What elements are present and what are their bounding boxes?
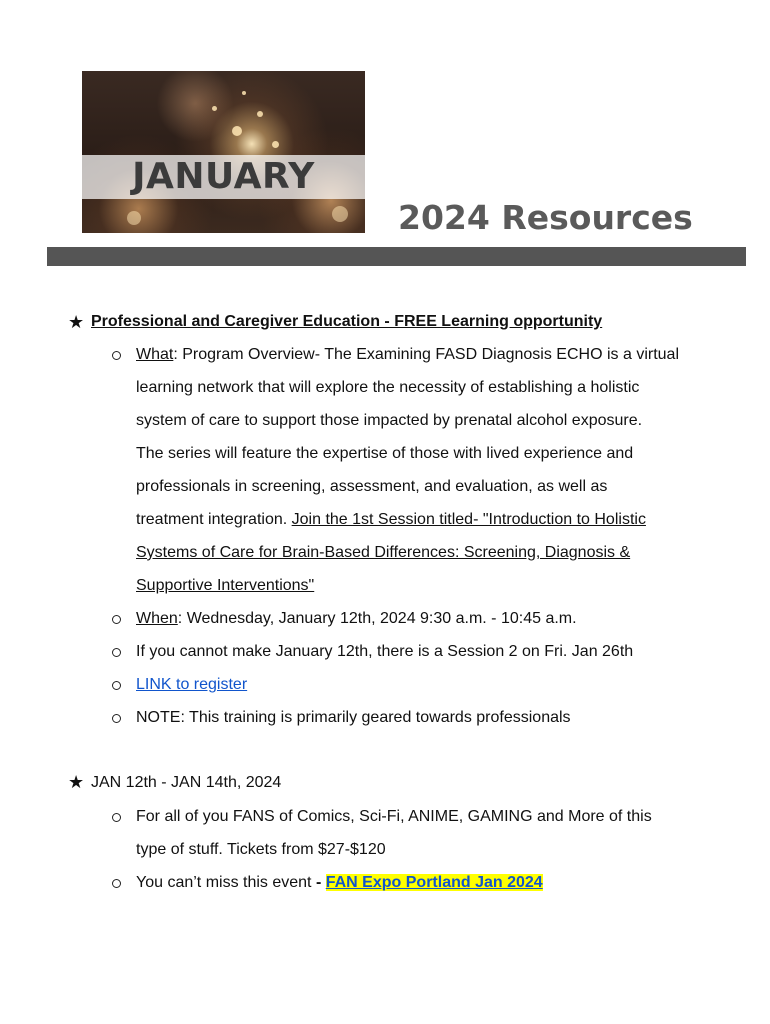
page-title: 2024 Resources bbox=[398, 198, 693, 237]
sparkle-light bbox=[212, 106, 217, 111]
comics-text: type of stuff. Tickets from $27-$120 bbox=[136, 841, 386, 858]
what-text: learning network that will explore the necessity of establishing a holistic bbox=[136, 379, 640, 396]
dash-text: - bbox=[315, 874, 326, 891]
when-label: When bbox=[136, 610, 178, 627]
what-text: treatment integration. bbox=[136, 511, 292, 528]
circle-bullet-icon bbox=[112, 351, 121, 360]
comics-text: For all of you FANS of Comics, Sci-Fi, ANIME, GAMING and More of this bbox=[136, 808, 652, 825]
register-link[interactable]: LINK to register bbox=[136, 676, 248, 693]
session-link-text[interactable]: Supportive Interventions" bbox=[136, 577, 315, 594]
star-bullet-icon: ★ bbox=[68, 772, 85, 792]
circle-bullet-icon bbox=[112, 615, 121, 624]
what-text: professionals in screening, assessment, and evaluation, as well as bbox=[136, 478, 608, 495]
when-line bbox=[136, 609, 577, 629]
note-text: NOTE: This training is primarily geared towards professionals bbox=[136, 709, 571, 726]
what-text: system of care to support those impacted by prenatal alcohol exposure. bbox=[136, 412, 643, 429]
what-text: : Program Overview- The Examining FASD Diagnosis ECHO is a virtual bbox=[173, 346, 679, 363]
sparkle-light bbox=[232, 126, 242, 136]
banner-word: JANUARY bbox=[132, 156, 315, 197]
when-text: : Wednesday, January 12th, 2024 9:30 a.m. - 10:45 a.m. bbox=[177, 610, 577, 627]
circle-bullet-icon bbox=[112, 648, 121, 657]
what-text-tail-line bbox=[136, 510, 646, 530]
session-link[interactable] bbox=[136, 543, 630, 563]
sparkle-light bbox=[127, 211, 141, 225]
circle-bullet-icon bbox=[112, 714, 121, 723]
sparkle-light bbox=[332, 206, 348, 222]
circle-bullet-icon bbox=[112, 879, 121, 888]
circle-bullet-icon bbox=[112, 681, 121, 690]
miss-text: You can’t miss this event bbox=[136, 874, 316, 891]
session-link[interactable]: Join the 1st Session titled- "Introduction to Holistic bbox=[291, 511, 646, 528]
session2-text: If you cannot make January 12th, there is a Session 2 on Fri. Jan 26th bbox=[136, 643, 634, 660]
january-banner-image bbox=[82, 71, 365, 233]
section1-heading: Professional and Caregiver Education - FREE Learning opportunity bbox=[91, 313, 603, 330]
sparkle-light bbox=[257, 111, 263, 117]
star-bullet-icon: ★ bbox=[68, 312, 85, 332]
header-divider bbox=[47, 247, 746, 266]
expo-link[interactable]: FAN Expo Portland Jan 2024 bbox=[325, 874, 543, 891]
circle-bullet-icon bbox=[112, 813, 121, 822]
what-text: The series will feature the expertise of those with lived experience and bbox=[136, 445, 634, 462]
expo-line bbox=[136, 873, 543, 893]
sparkle-light bbox=[272, 141, 279, 148]
sparkle-light bbox=[242, 91, 246, 95]
section2-heading: JAN 12th - JAN 14th, 2024 bbox=[91, 774, 282, 791]
session-link-text[interactable]: Systems of Care for Brain-Based Differences: Screening, Diagnosis & bbox=[136, 544, 631, 561]
what-label: What bbox=[136, 346, 174, 363]
register-line bbox=[136, 675, 247, 695]
what-line bbox=[136, 345, 679, 365]
session-link[interactable] bbox=[136, 576, 314, 596]
